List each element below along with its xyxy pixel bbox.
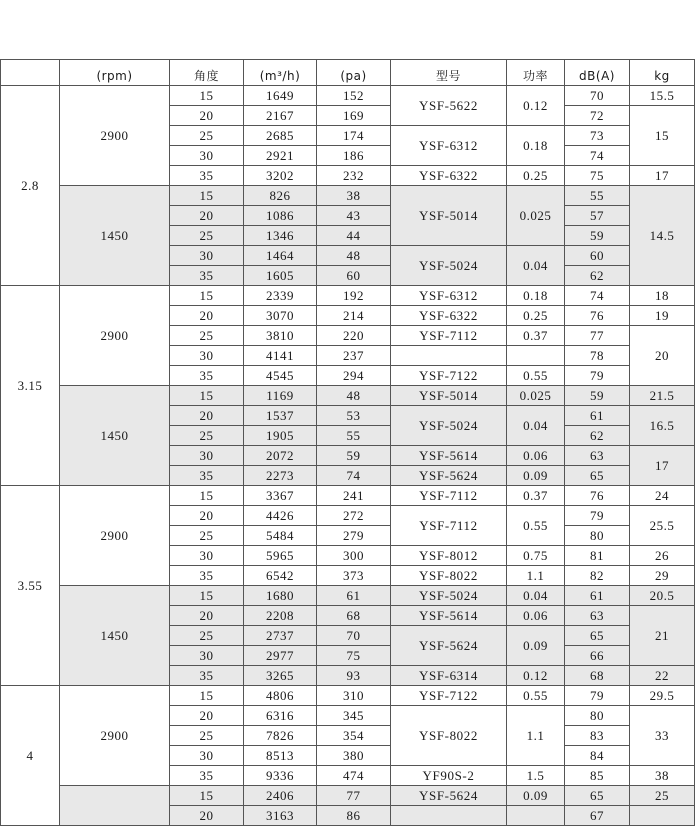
cell-power: 0.04: [507, 586, 565, 606]
cell-weight: 38: [630, 766, 695, 786]
cell-weight: 22: [630, 666, 695, 686]
cell-pressure: 354: [317, 726, 391, 746]
cell-weight: 25: [630, 786, 695, 806]
cell-power: 0.09: [507, 466, 565, 486]
cell-noise: 75: [565, 166, 630, 186]
cell-flow: 7826: [244, 726, 317, 746]
header-weight: kg: [630, 60, 695, 86]
cell-pressure: 232: [317, 166, 391, 186]
cell-pressure: 68: [317, 606, 391, 626]
cell-flow: 4806: [244, 686, 317, 706]
cell-pressure: 44: [317, 226, 391, 246]
cell-angle: 35: [170, 466, 244, 486]
cell-weight: 20: [630, 326, 695, 386]
cell-model: YSF-8022: [391, 706, 507, 766]
cell-flow: 6316: [244, 706, 317, 726]
cell-weight: 26: [630, 546, 695, 566]
cell-pressure: 74: [317, 466, 391, 486]
cell-pressure: 300: [317, 546, 391, 566]
cell-noise: 68: [565, 666, 630, 686]
cell-power: 0.04: [507, 406, 565, 446]
cell-flow: 3265: [244, 666, 317, 686]
cell-noise: 85: [565, 766, 630, 786]
table-row: [1, 486, 695, 506]
cell-noise: 66: [565, 646, 630, 666]
cell-noise: 65: [565, 786, 630, 806]
cell-power: 0.18: [507, 286, 565, 306]
cell-power: 0.18: [507, 126, 565, 166]
cell-pressure: 220: [317, 326, 391, 346]
cell-pressure: 61: [317, 586, 391, 606]
cell-noise: 61: [565, 406, 630, 426]
cell-pressure: 174: [317, 126, 391, 146]
cell-pressure: 60: [317, 266, 391, 286]
cell-power: 0.09: [507, 626, 565, 666]
cell-pressure: 214: [317, 306, 391, 326]
cell-flow: 2685: [244, 126, 317, 146]
cell-power: 0.55: [507, 506, 565, 546]
fan-performance-table: [0, 59, 695, 826]
cell-weight: 24: [630, 486, 695, 506]
cell-flow: 3367: [244, 486, 317, 506]
cell-flow: 4141: [244, 346, 317, 366]
cell-noise: 83: [565, 726, 630, 746]
cell-angle: 25: [170, 526, 244, 546]
cell-angle: 30: [170, 646, 244, 666]
cell-power: 0.55: [507, 366, 565, 386]
cell-flow: 2921: [244, 146, 317, 166]
cell-weight: 17: [630, 166, 695, 186]
header-noise: dB(A): [565, 60, 630, 86]
cell-pressure: 43: [317, 206, 391, 226]
cell-fan-size: 2.8: [1, 86, 60, 286]
cell-pressure: 380: [317, 746, 391, 766]
cell-pressure: 169: [317, 106, 391, 126]
header-row: [1, 60, 695, 86]
cell-power: 0.37: [507, 486, 565, 506]
cell-flow: 2737: [244, 626, 317, 646]
cell-speed: 2900: [60, 686, 170, 786]
cell-weight: 15: [630, 106, 695, 166]
cell-flow: 3810: [244, 326, 317, 346]
cell-flow: 2208: [244, 606, 317, 626]
cell-pressure: 310: [317, 686, 391, 706]
cell-flow: 3163: [244, 806, 317, 826]
cell-fan-size: 3.55: [1, 486, 60, 686]
cell-noise: 73: [565, 126, 630, 146]
cell-flow: 1905: [244, 426, 317, 446]
cell-power: 0.12: [507, 666, 565, 686]
cell-noise: 70: [565, 86, 630, 106]
cell-angle: 30: [170, 746, 244, 766]
cell-noise: 55: [565, 186, 630, 206]
cell-angle: 15: [170, 686, 244, 706]
cell-angle: 15: [170, 86, 244, 106]
cell-angle: 20: [170, 806, 244, 826]
cell-noise: 79: [565, 366, 630, 386]
cell-angle: 15: [170, 486, 244, 506]
cell-weight: 16.5: [630, 406, 695, 446]
cell-noise: 65: [565, 466, 630, 486]
cell-model: YSF-6314: [391, 666, 507, 686]
cell-flow: 826: [244, 186, 317, 206]
cell-noise: 74: [565, 286, 630, 306]
table-row: [1, 86, 695, 106]
cell-weight: 25.5: [630, 506, 695, 546]
cell-angle: 25: [170, 426, 244, 446]
cell-weight: 17: [630, 446, 695, 486]
cell-power: 1.1: [507, 566, 565, 586]
cell-angle: 25: [170, 326, 244, 346]
cell-noise: 65: [565, 626, 630, 646]
cell-noise: 67: [565, 806, 630, 826]
table-row: [1, 186, 695, 206]
cell-speed: 2900: [60, 286, 170, 386]
cell-angle: 25: [170, 726, 244, 746]
cell-model: [391, 346, 507, 366]
cell-flow: 2273: [244, 466, 317, 486]
cell-model: YSF-5614: [391, 606, 507, 626]
cell-flow: 1605: [244, 266, 317, 286]
cell-model: [391, 806, 507, 826]
cell-noise: 63: [565, 606, 630, 626]
cell-pressure: 53: [317, 406, 391, 426]
cell-flow: 4545: [244, 366, 317, 386]
table-row: [1, 686, 695, 706]
cell-flow: 2167: [244, 106, 317, 126]
cell-model: YSF-5014: [391, 186, 507, 246]
cell-angle: 35: [170, 666, 244, 686]
cell-weight: 18: [630, 286, 695, 306]
cell-pressure: 272: [317, 506, 391, 526]
cell-pressure: 279: [317, 526, 391, 546]
cell-weight: 20.5: [630, 586, 695, 606]
cell-power: 1.5: [507, 766, 565, 786]
table-row: [1, 386, 695, 406]
cell-angle: 35: [170, 266, 244, 286]
cell-weight: [630, 806, 695, 826]
cell-model: YSF-5622: [391, 86, 507, 126]
cell-pressure: 237: [317, 346, 391, 366]
cell-noise: 79: [565, 506, 630, 526]
cell-weight: 29: [630, 566, 695, 586]
cell-power: 0.025: [507, 186, 565, 246]
cell-angle: 35: [170, 766, 244, 786]
cell-noise: 62: [565, 266, 630, 286]
cell-pressure: 373: [317, 566, 391, 586]
cell-noise: 74: [565, 146, 630, 166]
cell-angle: 20: [170, 706, 244, 726]
cell-angle: 20: [170, 306, 244, 326]
cell-pressure: 241: [317, 486, 391, 506]
cell-pressure: 192: [317, 286, 391, 306]
cell-angle: 35: [170, 166, 244, 186]
cell-pressure: 186: [317, 146, 391, 166]
cell-weight: 21: [630, 606, 695, 666]
cell-noise: 63: [565, 446, 630, 466]
cell-angle: 25: [170, 626, 244, 646]
header-power: 功率: [507, 60, 565, 86]
cell-pressure: 294: [317, 366, 391, 386]
cell-angle: 25: [170, 126, 244, 146]
cell-model: YSF-5024: [391, 406, 507, 446]
cell-model: YSF-8012: [391, 546, 507, 566]
cell-flow: 9336: [244, 766, 317, 786]
cell-speed: 2900: [60, 486, 170, 586]
cell-model: YSF-7122: [391, 686, 507, 706]
cell-speed: [60, 786, 170, 826]
cell-noise: 82: [565, 566, 630, 586]
cell-weight: 15.5: [630, 86, 695, 106]
cell-flow: 2072: [244, 446, 317, 466]
cell-noise: 61: [565, 586, 630, 606]
cell-angle: 30: [170, 346, 244, 366]
cell-model: YSF-6322: [391, 306, 507, 326]
cell-flow: 1086: [244, 206, 317, 226]
cell-noise: 78: [565, 346, 630, 366]
cell-pressure: 474: [317, 766, 391, 786]
table-row: [1, 586, 695, 606]
cell-pressure: 55: [317, 426, 391, 446]
cell-model: YSF-6312: [391, 126, 507, 166]
cell-model: YSF-5624: [391, 786, 507, 806]
cell-pressure: 70: [317, 626, 391, 646]
cell-noise: 72: [565, 106, 630, 126]
cell-angle: 15: [170, 586, 244, 606]
cell-model: YSF-5624: [391, 466, 507, 486]
cell-fan-size: 4: [1, 686, 60, 826]
cell-pressure: 93: [317, 666, 391, 686]
table-row: [1, 786, 695, 806]
cell-pressure: 345: [317, 706, 391, 726]
cell-pressure: 38: [317, 186, 391, 206]
cell-angle: 15: [170, 186, 244, 206]
cell-power: 0.55: [507, 686, 565, 706]
header-angle: 角度: [170, 60, 244, 86]
cell-flow: 8513: [244, 746, 317, 766]
cell-angle: 20: [170, 106, 244, 126]
cell-power: 0.37: [507, 326, 565, 346]
cell-pressure: 152: [317, 86, 391, 106]
cell-model: YSF-7112: [391, 506, 507, 546]
cell-noise: 79: [565, 686, 630, 706]
cell-flow: 3070: [244, 306, 317, 326]
cell-flow: 1346: [244, 226, 317, 246]
cell-angle: 20: [170, 506, 244, 526]
cell-speed: 1450: [60, 386, 170, 486]
cell-weight: 14.5: [630, 186, 695, 286]
header-blank: [1, 60, 60, 86]
cell-flow: 1680: [244, 586, 317, 606]
cell-angle: 30: [170, 446, 244, 466]
cell-angle: 15: [170, 286, 244, 306]
cell-flow: 1464: [244, 246, 317, 266]
cell-model: YSF-5024: [391, 246, 507, 286]
cell-model: YSF-6312: [391, 286, 507, 306]
cell-noise: 59: [565, 386, 630, 406]
cell-speed: 1450: [60, 586, 170, 686]
cell-flow: 5484: [244, 526, 317, 546]
cell-angle: 30: [170, 246, 244, 266]
cell-weight: 33: [630, 706, 695, 766]
cell-power: 1.1: [507, 706, 565, 766]
cell-model: YF90S-2: [391, 766, 507, 786]
cell-fan-size: 3.15: [1, 286, 60, 486]
cell-power: 0.06: [507, 446, 565, 466]
cell-angle: 20: [170, 606, 244, 626]
cell-power: 0.09: [507, 786, 565, 806]
cell-noise: 60: [565, 246, 630, 266]
cell-power: 0.25: [507, 166, 565, 186]
cell-weight: 29.5: [630, 686, 695, 706]
cell-model: YSF-7122: [391, 366, 507, 386]
cell-power: 0.06: [507, 606, 565, 626]
header-flow: (m³/h): [244, 60, 317, 86]
cell-angle: 30: [170, 546, 244, 566]
cell-flow: 1537: [244, 406, 317, 426]
cell-power: 0.25: [507, 306, 565, 326]
cell-power: 0.75: [507, 546, 565, 566]
table-row: [1, 286, 695, 306]
cell-flow: 2977: [244, 646, 317, 666]
cell-flow: 1169: [244, 386, 317, 406]
cell-angle: 15: [170, 386, 244, 406]
cell-model: YSF-5614: [391, 446, 507, 466]
cell-pressure: 48: [317, 246, 391, 266]
cell-angle: 20: [170, 406, 244, 426]
cell-angle: 15: [170, 786, 244, 806]
cell-power: 0.025: [507, 386, 565, 406]
cell-model: YSF-7112: [391, 486, 507, 506]
cell-model: YSF-7112: [391, 326, 507, 346]
cell-flow: 1649: [244, 86, 317, 106]
cell-flow: 5965: [244, 546, 317, 566]
cell-pressure: 86: [317, 806, 391, 826]
cell-noise: 80: [565, 706, 630, 726]
cell-noise: 84: [565, 746, 630, 766]
cell-pressure: 77: [317, 786, 391, 806]
cell-noise: 77: [565, 326, 630, 346]
cell-speed: 1450: [60, 186, 170, 286]
header-pressure: (pa): [317, 60, 391, 86]
cell-power: 0.12: [507, 86, 565, 126]
cell-angle: 35: [170, 566, 244, 586]
cell-noise: 81: [565, 546, 630, 566]
cell-flow: 4426: [244, 506, 317, 526]
cell-pressure: 48: [317, 386, 391, 406]
cell-flow: 3202: [244, 166, 317, 186]
cell-flow: 2406: [244, 786, 317, 806]
cell-noise: 59: [565, 226, 630, 246]
cell-noise: 57: [565, 206, 630, 226]
header-speed: (rpm): [60, 60, 170, 86]
cell-speed: 2900: [60, 86, 170, 186]
cell-angle: 20: [170, 206, 244, 226]
cell-flow: 6542: [244, 566, 317, 586]
cell-flow: 2339: [244, 286, 317, 306]
cell-pressure: 59: [317, 446, 391, 466]
cell-model: YSF-5624: [391, 626, 507, 666]
cell-noise: 76: [565, 306, 630, 326]
cell-pressure: 75: [317, 646, 391, 666]
cell-model: YSF-6322: [391, 166, 507, 186]
cell-noise: 76: [565, 486, 630, 506]
cell-angle: 25: [170, 226, 244, 246]
cell-angle: 30: [170, 146, 244, 166]
cell-model: YSF-5014: [391, 386, 507, 406]
cell-power: 0.04: [507, 246, 565, 286]
cell-power: [507, 346, 565, 366]
cell-model: YSF-8022: [391, 566, 507, 586]
cell-noise: 80: [565, 526, 630, 546]
cell-model: YSF-5024: [391, 586, 507, 606]
cell-angle: 35: [170, 366, 244, 386]
cell-noise: 62: [565, 426, 630, 446]
cell-weight: 19: [630, 306, 695, 326]
cell-weight: 21.5: [630, 386, 695, 406]
header-model: 型号: [391, 60, 507, 86]
cell-power: [507, 806, 565, 826]
